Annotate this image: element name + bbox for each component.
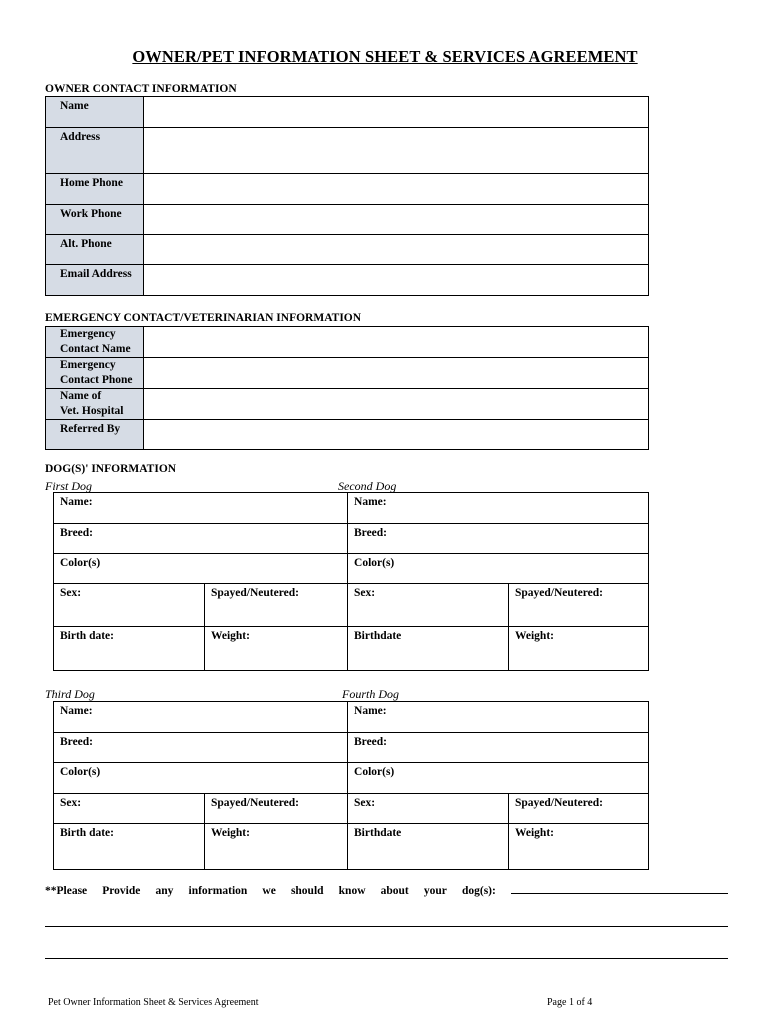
home-phone-label: Home Phone xyxy=(46,174,144,205)
referred-by-field[interactable] xyxy=(144,420,649,450)
emergency-contact-name-label: Emergency Contact Name xyxy=(46,327,144,358)
third-dog-sex-field[interactable]: Sex: xyxy=(54,794,205,824)
second-dog-breed-field[interactable]: Breed: xyxy=(348,524,649,554)
third-dog-birth-date-field[interactable]: Birth date: xyxy=(54,824,205,870)
emergency-contact-table xyxy=(45,326,649,450)
second-dog-spayed-field[interactable]: Spayed/Neutered: xyxy=(509,584,649,627)
second-dog-name-field[interactable]: Name: xyxy=(348,493,649,524)
emergency-contact-phone-field[interactable] xyxy=(144,358,649,389)
vet-hospital-field[interactable] xyxy=(144,389,649,420)
emergency-contact-phone-label: Emergency Contact Phone xyxy=(46,358,144,389)
footer-page-number: Page 1 of 4 xyxy=(547,997,593,1008)
first-dog-sex-field[interactable]: Sex: xyxy=(54,584,205,627)
third-dog-spayed-field[interactable]: Spayed/Neutered: xyxy=(205,794,348,824)
home-phone-field[interactable] xyxy=(144,174,649,205)
work-phone-label: Work Phone xyxy=(46,205,144,235)
fourth-dog-breed-field[interactable]: Breed: xyxy=(348,733,649,763)
second-dog-sex-field[interactable]: Sex: xyxy=(348,584,509,627)
owner-contact-table xyxy=(45,96,649,296)
first-dog-birth-date-field[interactable]: Birth date: xyxy=(54,627,205,671)
emergency-section-heading: EMERGENCY CONTACT/VETERINARIAN INFORMATION xyxy=(45,312,362,324)
third-dog-name-field[interactable]: Name: xyxy=(54,702,348,733)
fourth-dog-colors-field[interactable]: Color(s) xyxy=(348,763,649,794)
third-dog-heading: Third Dog xyxy=(45,687,95,701)
owner-address-label: Address xyxy=(46,128,144,174)
owner-section-heading: OWNER CONTACT INFORMATION xyxy=(45,83,237,95)
first-dog-heading: First Dog xyxy=(45,479,93,493)
vet-hospital-label: Name of Vet. Hospital xyxy=(46,389,144,420)
note-answer-line-2[interactable] xyxy=(45,926,728,927)
third-dog-colors-field[interactable]: Color(s) xyxy=(54,763,348,794)
third-dog-breed-field[interactable]: Breed: xyxy=(54,733,348,763)
alt-phone-field[interactable] xyxy=(144,235,649,265)
dogs-1-2-table xyxy=(53,492,649,671)
owner-name-field[interactable] xyxy=(144,97,649,128)
emergency-contact-name-field[interactable] xyxy=(144,327,649,358)
owner-name-label: Name xyxy=(46,97,144,128)
email-address-field[interactable] xyxy=(144,265,649,296)
fourth-dog-heading: Fourth Dog xyxy=(342,687,399,701)
second-dog-colors-field[interactable]: Color(s) xyxy=(348,554,649,584)
first-dog-name-field[interactable]: Name: xyxy=(54,493,348,524)
email-address-label: Email Address xyxy=(46,265,144,296)
page-title: OWNER/PET INFORMATION SHEET & SERVICES AGREEMENT xyxy=(132,47,638,66)
fourth-dog-weight-field[interactable]: Weight: xyxy=(509,824,649,870)
note-answer-line[interactable] xyxy=(511,884,728,894)
dogs-3-4-table xyxy=(53,701,649,870)
alt-phone-label: Alt. Phone xyxy=(46,235,144,265)
first-dog-breed-field[interactable]: Breed: xyxy=(54,524,348,554)
referred-by-label: Referred By xyxy=(46,420,144,450)
fourth-dog-name-field[interactable]: Name: xyxy=(348,702,649,733)
third-dog-weight-field[interactable]: Weight: xyxy=(205,824,348,870)
dog-info-note: **Please Provide any information we should know about your dog(s): xyxy=(45,884,728,897)
first-dog-spayed-field[interactable]: Spayed/Neutered: xyxy=(205,584,348,627)
first-dog-weight-field[interactable]: Weight: xyxy=(205,627,348,671)
dogs-section-heading: DOG(S)' INFORMATION xyxy=(45,463,177,475)
fourth-dog-spayed-field[interactable]: Spayed/Neutered: xyxy=(509,794,649,824)
footer-document-name: Pet Owner Information Sheet & Services Agreement xyxy=(48,997,259,1008)
second-dog-birthdate-field[interactable]: Birthdate xyxy=(348,627,509,671)
second-dog-weight-field[interactable]: Weight: xyxy=(509,627,649,671)
fourth-dog-birthdate-field[interactable]: Birthdate xyxy=(348,824,509,870)
fourth-dog-sex-field[interactable]: Sex: xyxy=(348,794,509,824)
first-dog-colors-field[interactable]: Color(s) xyxy=(54,554,348,584)
owner-address-field[interactable] xyxy=(144,128,649,174)
note-answer-line-3[interactable] xyxy=(45,958,728,959)
second-dog-heading: Second Dog xyxy=(338,479,397,493)
work-phone-field[interactable] xyxy=(144,205,649,235)
